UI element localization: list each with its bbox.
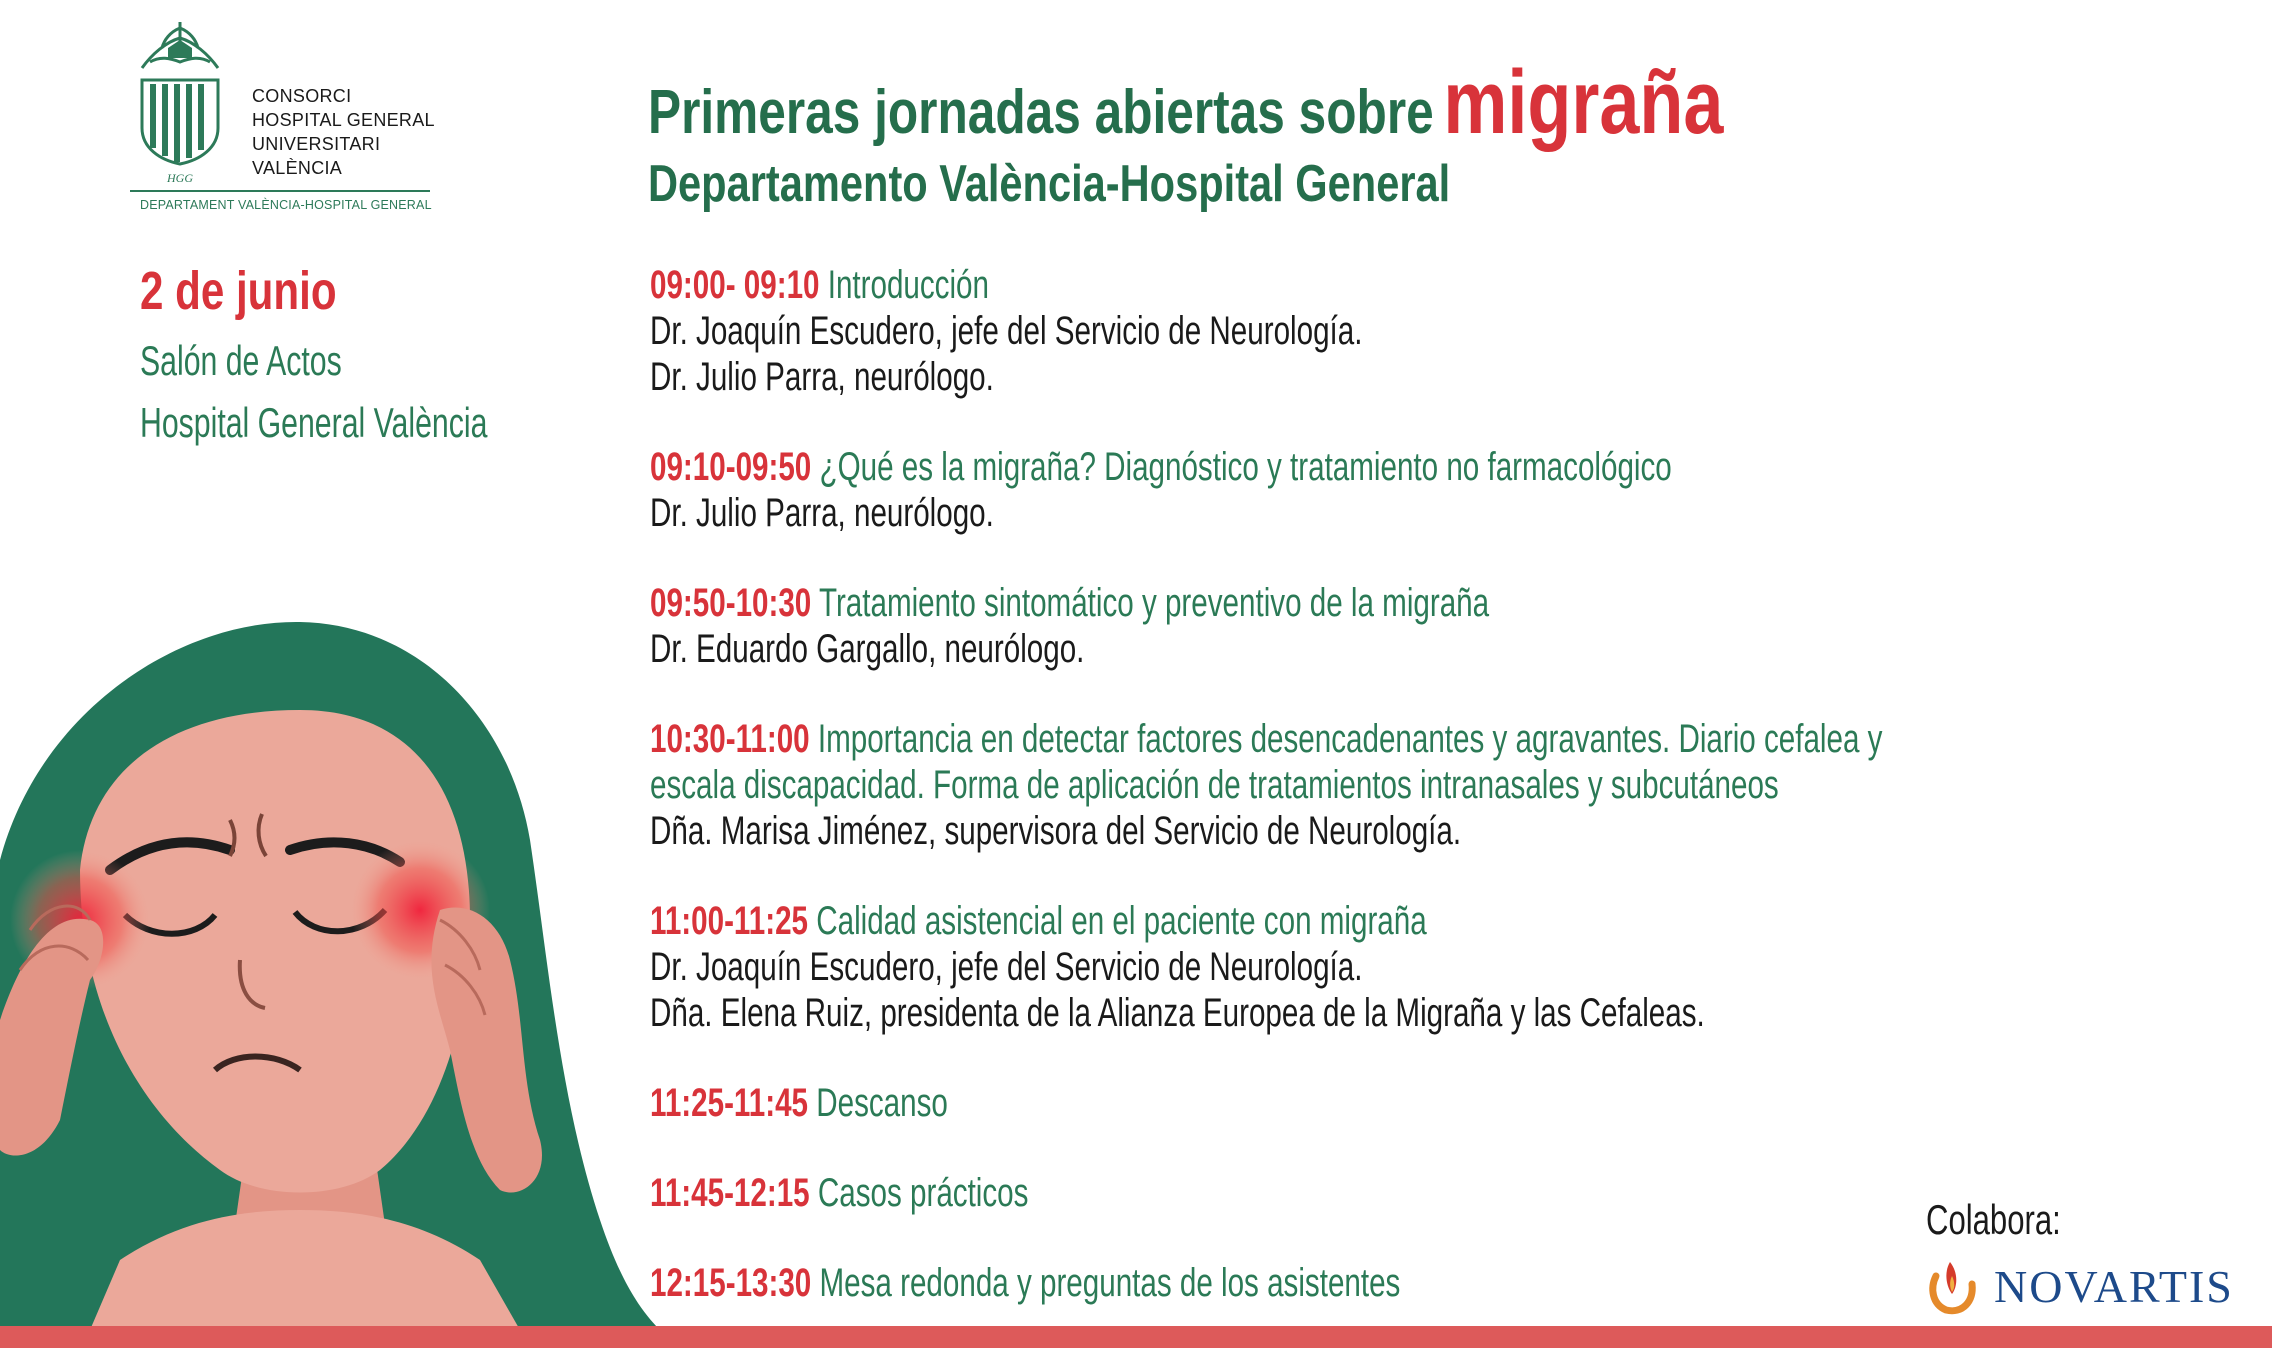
- hospital-name-line: HOSPITAL GENERAL: [252, 110, 435, 130]
- session-topic: Tratamiento sintomático y preventivo de la migraña: [818, 581, 1490, 625]
- novartis-flame-icon: [1922, 1256, 1982, 1316]
- sponsor-name: NOVARTIS: [1994, 1261, 2234, 1312]
- session-time: 11:25-11:45: [650, 1081, 809, 1125]
- session-speaker: Dña. Elena Ruiz, presidenta de la Alianza Europea de la Migraña y las Cefaleas.: [650, 991, 1705, 1035]
- svg-text:HGG: HGG: [167, 171, 193, 185]
- department-label: DEPARTAMENT VALÈNCIA-HOSPITAL GENERAL: [140, 198, 432, 212]
- session-speaker: Dr. Eduardo Gargallo, neurólogo.: [650, 627, 1085, 671]
- session-time: 12:15-13:30: [650, 1261, 812, 1305]
- session-speaker: Dr. Joaquín Escudero, jefe del Servicio de Neurología.: [650, 945, 1363, 989]
- logo-divider: [130, 190, 430, 192]
- session-speaker: Dña. Marisa Jiménez, supervisora del Servicio de Neurología.: [650, 809, 1462, 853]
- program-session: [650, 444, 2167, 536]
- session-topic: ¿Qué es la migraña? Diagnóstico y tratamiento no farmacológico: [819, 445, 1672, 489]
- session-topic: Descanso: [816, 1081, 948, 1125]
- session-time: 10:30-11:00: [650, 717, 810, 761]
- page-subtitle: Departamento València-Hospital General: [648, 155, 1451, 213]
- page-title: [648, 52, 1723, 155]
- session-time: 11:45-12:15: [650, 1171, 810, 1215]
- session-topic: Introducción: [827, 263, 989, 307]
- session-topic: Mesa redonda y preguntas de los asistentes: [819, 1261, 1401, 1305]
- session-time: 09:10-09:50: [650, 445, 812, 489]
- program-session: [650, 262, 2167, 400]
- program-session: [650, 716, 2167, 854]
- hospital-name-line: CONSORCI: [252, 86, 352, 106]
- title-prefix: Primeras jornadas abiertas sobre: [648, 78, 1434, 147]
- program-session: [650, 898, 2167, 1036]
- footer-bar: [0, 1326, 2272, 1348]
- session-topic: Calidad asistencial en el paciente con migraña: [816, 899, 1427, 943]
- session-topic-continued: escala discapacidad. Forma de aplicación de tratamientos intranasales y subcutáneos: [650, 763, 1779, 807]
- session-time: 09:00- 09:10: [650, 263, 820, 307]
- program-schedule: [650, 262, 2167, 1306]
- hospital-name-line: VALÈNCIA: [252, 158, 343, 178]
- session-time: 09:50-10:30: [650, 581, 812, 625]
- program-session: [650, 1080, 2167, 1126]
- session-topic: Casos prácticos: [817, 1171, 1029, 1215]
- sponsor-logo: [1922, 1256, 2252, 1316]
- venue-room: Salón de Actos: [140, 337, 342, 384]
- event-venue: [140, 330, 487, 454]
- title-highlight: migraña: [1443, 53, 1724, 153]
- session-speaker: Dr. Joaquín Escudero, jefe del Servicio de Neurología.: [650, 309, 1363, 353]
- session-speaker: Dr. Julio Parra, neurólogo.: [650, 355, 994, 399]
- session-speaker: Dr. Julio Parra, neurólogo.: [650, 491, 994, 535]
- event-date: 2 de junio: [140, 261, 337, 321]
- program-session: [650, 580, 2167, 672]
- venue-hospital: Hospital General València: [140, 399, 488, 446]
- hospital-name-line: UNIVERSITARI: [252, 134, 381, 154]
- woman-headache-illustration: [0, 600, 700, 1330]
- session-topic: Importancia en detectar factores desencadenantes y agravantes. Diario cefalea y: [817, 717, 1883, 761]
- hospital-logo: [130, 18, 450, 218]
- coat-of-arms-icon: [130, 18, 230, 188]
- sponsor-label: Colabora:: [1926, 1196, 2061, 1243]
- hospital-name: [252, 84, 435, 180]
- session-time: 11:00-11:25: [650, 899, 809, 943]
